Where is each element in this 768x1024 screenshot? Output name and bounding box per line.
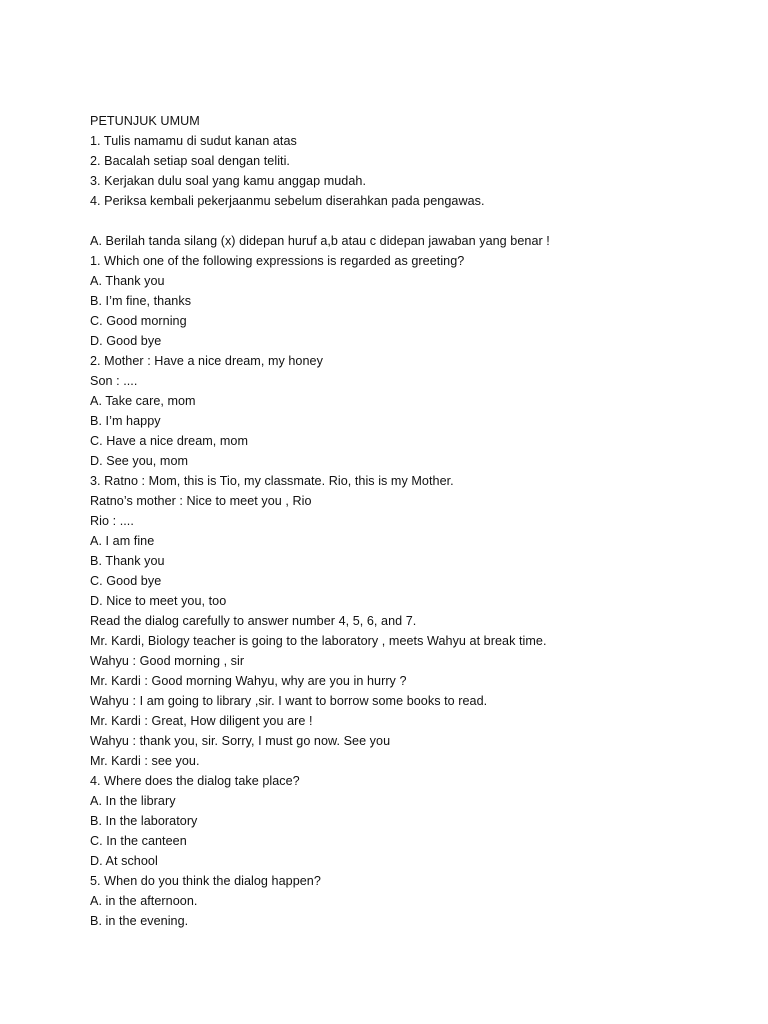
question-line: 1. Which one of the following expressions is regarded as greeting? [90,254,465,268]
section-a-instruction: A. Berilah tanda silang (x) didepan huruf a,b atau c didepan jawaban yang benar ! [90,234,550,248]
option-line: A. In the library [90,794,176,808]
question-line: 4. Where does the dialog take place? [90,774,300,788]
option-line: B. I’m happy [90,414,161,428]
instruction-line: 3. Kerjakan dulu soal yang kamu anggap mudah. [90,174,366,188]
option-line: C. Good morning [90,314,187,328]
option-line: C. In the canteen [90,834,187,848]
dialog-line: Wahyu : Good morning , sir [90,654,245,668]
dialog-line: Wahyu : thank you, sir. Sorry, I must go now. See you [90,734,391,748]
option-line: B. Thank you [90,554,165,568]
blank-line [90,211,710,231]
dialog-line: Son : .... [90,374,138,388]
dialog-line: Wahyu : I am going to library ,sir. I want to borrow some books to read. [90,694,488,708]
dialog-intro-line: Mr. Kardi, Biology teacher is going to the laboratory , meets Wahyu at break time. [90,634,547,648]
instruction-line: 4. Periksa kembali pekerjaanmu sebelum diserahkan pada pengawas. [90,194,485,208]
dialog-line: Mr. Kardi : see you. [90,754,200,768]
question-line: 3. Ratno : Mom, this is Tio, my classmate. Rio, this is my Mother. [90,474,454,488]
dialog-line: Mr. Kardi : Great, How diligent you are ! [90,714,313,728]
instruction-line: 1. Tulis namamu di sudut kanan atas [90,134,297,148]
general-instructions-heading: PETUNJUK UMUM [90,114,200,128]
option-line: A. I am fine [90,534,155,548]
option-line: D. See you, mom [90,454,189,468]
option-line: B. I’m fine, thanks [90,294,192,308]
option-line: C. Have a nice dream, mom [90,434,249,448]
option-line: B. In the laboratory [90,814,198,828]
option-line: B. in the evening. [90,914,189,928]
option-line: A. Take care, mom [90,394,196,408]
option-line: A. in the afternoon. [90,894,198,908]
dialog-line: Ratno’s mother : Nice to meet you , Rio [90,494,312,508]
dialog-line: Rio : .... [90,514,134,528]
option-line: C. Good bye [90,574,162,588]
question-line: 2. Mother : Have a nice dream, my honey [90,354,323,368]
dialog-line: Mr. Kardi : Good morning Wahyu, why are you in hurry ? [90,674,407,688]
question-line: 5. When do you think the dialog happen? [90,874,321,888]
option-line: D. At school [90,854,158,868]
option-line: D. Good bye [90,334,162,348]
reading-instruction-line: Read the dialog carefully to answer number 4, 5, 6, and 7. [90,614,417,628]
option-line: D. Nice to meet you, too [90,594,227,608]
option-line: A. Thank you [90,274,165,288]
document-content [90,111,710,931]
instruction-line: 2. Bacalah setiap soal dengan teliti. [90,154,290,168]
